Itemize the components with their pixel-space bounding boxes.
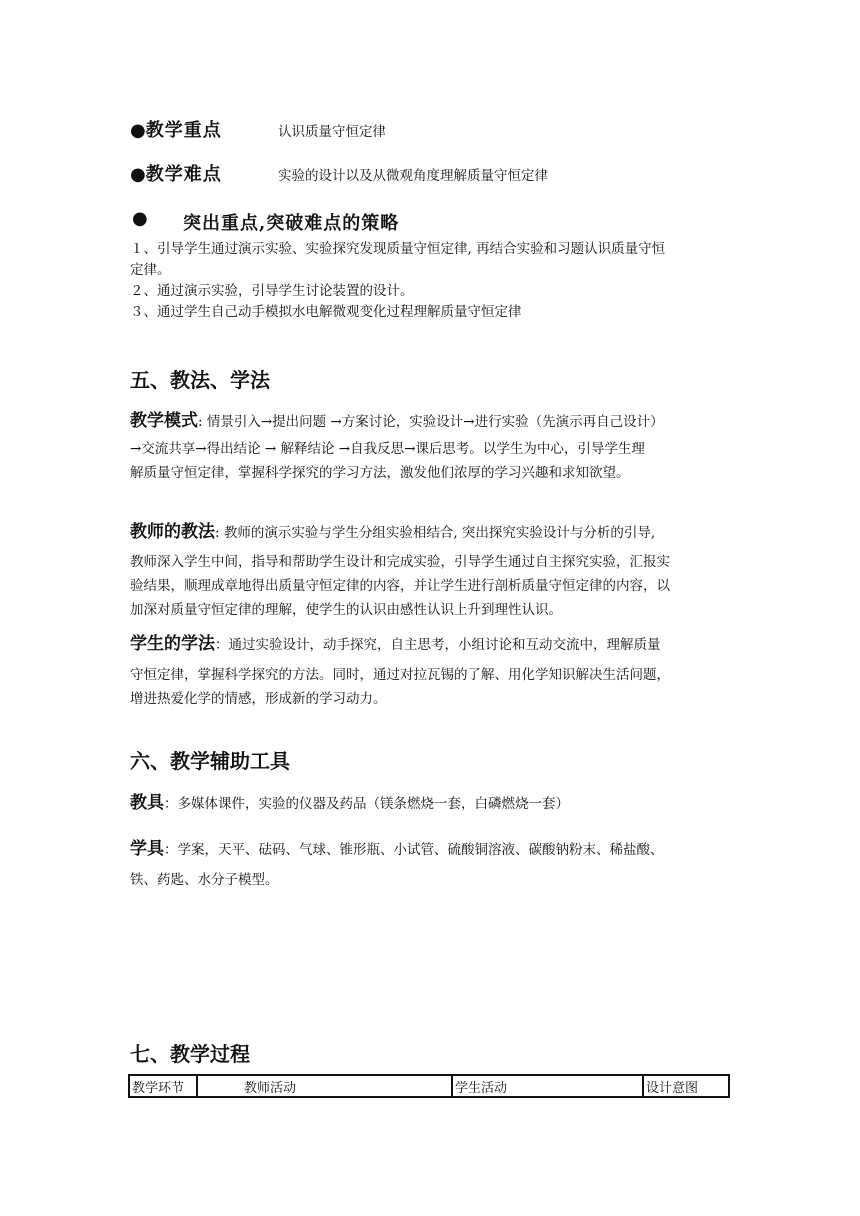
difficult-points-label: 教学难点 — [145, 164, 222, 185]
teaching-tools-text: ：多媒体课件，实验的仪器及药品（镁条燃烧一套，白磷燃烧一套） — [164, 796, 569, 812]
strategy-item: 定律。 — [130, 262, 171, 278]
section-title: 六、教学辅助工具 — [130, 749, 290, 773]
section-title: 五、教法、学法 — [130, 368, 270, 392]
bullet-icon: ● — [130, 120, 146, 141]
teaching-mode-text: 解质量守恒定律，掌握科学探究的学习方法，激发他们浓厚的学习兴趣和求知欲望。 — [130, 465, 630, 481]
strategy-heading: 突出重点,突破难点的策略 — [183, 213, 400, 234]
strategy-item: １、引导学生通过演示实验、实验探究发现质量守恒定律, 再结合实验和习题认识质量守恒 — [130, 241, 666, 257]
key-points-label: 教学重点 — [145, 120, 222, 141]
teaching-mode-text: →交流共享→得出结论 → 解释结论 →自我反思→课后思考。以学生为中心，引导学生理 — [130, 441, 645, 457]
strategy-list — [130, 239, 740, 323]
teacher-method-label: 教师的教法 — [130, 522, 215, 542]
teaching-tools-label: 教具 — [130, 793, 164, 813]
process-table — [128, 1074, 730, 1098]
table-header-cell: 学生活动 — [452, 1075, 643, 1097]
bullet-icon: ● — [130, 164, 146, 185]
key-points-value: 认识质量守恒定律 — [278, 124, 386, 140]
table-header-cell: 教学环节 — [129, 1075, 197, 1097]
table-header-cell: 设计意图 — [643, 1075, 729, 1097]
student-method-label: 学生的学法 — [130, 634, 215, 654]
learning-tools-label: 学具 — [130, 839, 164, 859]
strategy-item: ２、通过演示实验，引导学生讨论装置的设计。 — [130, 283, 414, 299]
teaching-mode-block — [130, 406, 740, 485]
section-title: 七、教学过程 — [130, 1042, 250, 1066]
teacher-method-text: : 教师的演示实验与学生分组实验相结合, 突出探究实验设计与分析的引导, — [215, 525, 656, 541]
student-method-text: 守恒定律，掌握科学探究的方法。同时，通过对拉瓦锡的了解、用化学知识解决生活问题， — [130, 667, 670, 683]
student-method-block — [130, 629, 742, 711]
teaching-mode-text: : 情景引入→提出问题 →方案讨论，实验设计→进行实验（先演示再自己设计） — [198, 414, 664, 430]
teacher-method-text: 加深对质量守恒定律的理解，使学生的认识由感性认识上升到理性认识。 — [130, 602, 562, 618]
teacher-method-block — [130, 517, 742, 622]
difficult-points-value: 实验的设计以及从微观角度理解质量守恒定律 — [278, 168, 548, 184]
difficult-points-row — [130, 160, 222, 186]
learning-tools-text: 铁、药匙、水分子模型。 — [130, 872, 279, 888]
student-method-text: ：通过实验设计，动手探究，自主思考，小组讨论和互动交流中，理解质量 — [215, 637, 661, 653]
teacher-method-text: 验结果，顺理成章地得出质量守恒定律的内容，并让学生进行剖析质量守恒定律的内容，以 — [130, 578, 670, 594]
teaching-mode-label: 教学模式 — [130, 411, 198, 431]
table-header-cell: 教师活动 — [197, 1075, 452, 1097]
teaching-tools-row — [130, 788, 569, 818]
key-points-row — [130, 116, 222, 142]
bullet-icon: ● — [132, 208, 148, 229]
student-method-text: 增进热爱化学的情感，形成新的学习动力。 — [130, 691, 387, 707]
strategy-item: ３、通过学生自己动手模拟水电解微观变化过程理解质量守恒定律 — [130, 304, 522, 320]
learning-tools-block — [130, 834, 742, 892]
table-header-row — [129, 1075, 729, 1097]
learning-tools-text: ：学案，天平、砝码、气球、锥形瓶、小试管、硫酸铜溶液、碳酸钠粉末、稀盐酸、 — [164, 842, 664, 858]
teacher-method-text: 教师深入学生中间，指导和帮助学生设计和完成实验，引导学生通过自主探究实验，汇报实 — [130, 554, 670, 570]
